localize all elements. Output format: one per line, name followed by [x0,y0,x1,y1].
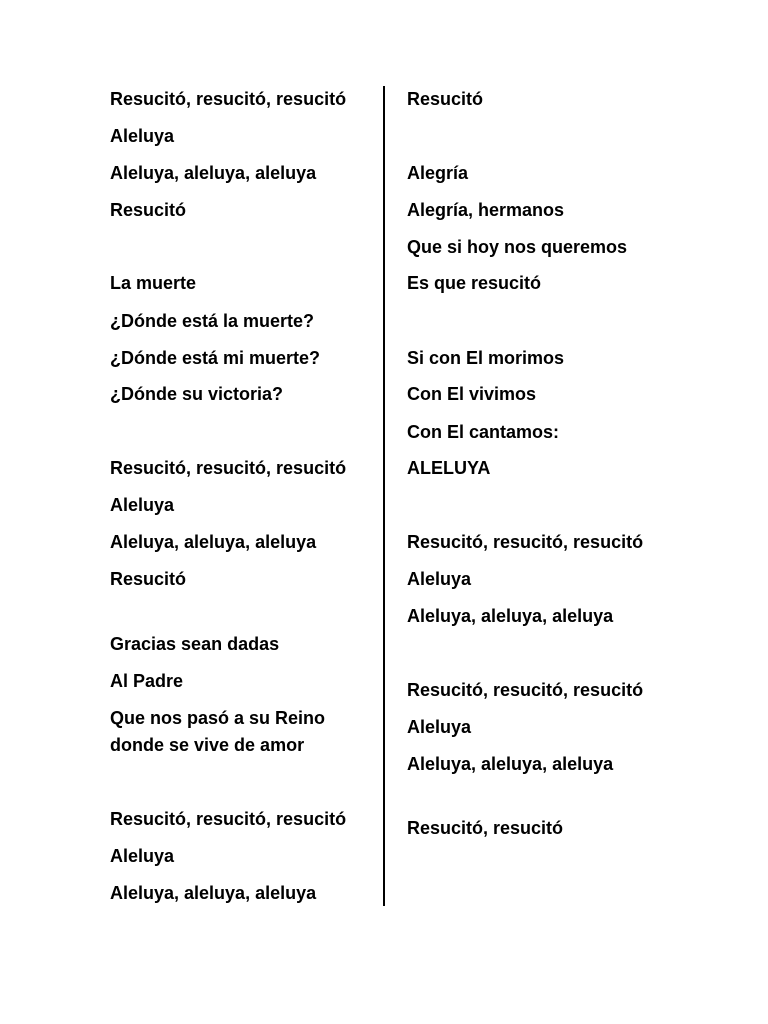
lyric-line-right: Resucitó, resucitó, resucitó [407,680,644,700]
lyric-line-right: Alegría, hermanos [407,200,565,220]
lyric-line-left: Aleluya, aleluya, aleluya [110,163,317,183]
lyric-line-right: Alegría [407,163,469,183]
lyric-line-right: Aleluya, aleluya, aleluya [407,754,614,774]
lyric-line-right: Si con El morimos [407,348,565,368]
lyric-line-left: ¿Dónde su victoria? [110,384,284,404]
lyric-line-right: Con El vivimos [407,384,537,404]
lyric-line-right: Que si hoy nos queremos [407,237,628,257]
lyric-line-right: Aleluya, aleluya, aleluya [407,606,614,626]
lyric-line-left: Resucitó, resucitó, resucitó [110,89,347,109]
lyric-line-left: ¿Dónde está la muerte? [110,311,315,331]
lyric-line-right: Con El cantamos: [407,422,560,442]
lyric-line-left: La muerte [110,273,197,293]
lyric-line-left: Resucitó, resucitó, resucitó [110,809,347,829]
lyric-line-right: Resucitó, resucitó, resucitó [407,532,644,552]
lyric-line-left: Aleluya, aleluya, aleluya [110,532,317,552]
lyric-line-right: Aleluya [407,717,472,737]
lyric-line-left: Al Padre [110,671,184,691]
lyric-line-left: Aleluya [110,846,175,866]
lyric-line-right: Aleluya [407,569,472,589]
lyric-line-right: Resucitó [407,89,484,109]
lyric-line-left: Gracias sean dadas [110,634,280,654]
lyric-line-left: donde se vive de amor [110,735,305,755]
lyric-line-left: Aleluya [110,126,175,146]
lyric-line-left: Resucitó [110,569,187,589]
lyric-line-left: Resucitó, resucitó, resucitó [110,458,347,478]
lyric-line-left: Resucitó [110,200,187,220]
lyric-line-right: Es que resucitó [407,273,542,293]
lyric-line-left: ¿Dónde está mi muerte? [110,348,321,368]
lyric-line-right: ALELUYA [407,458,491,478]
lyric-line-left: Aleluya [110,495,175,515]
lyric-line-right: Resucitó, resucitó [407,818,564,838]
lyric-line-left: Aleluya, aleluya, aleluya [110,883,317,903]
column-divider [383,86,385,906]
lyric-line-left: Que nos pasó a su Reino [110,708,326,728]
